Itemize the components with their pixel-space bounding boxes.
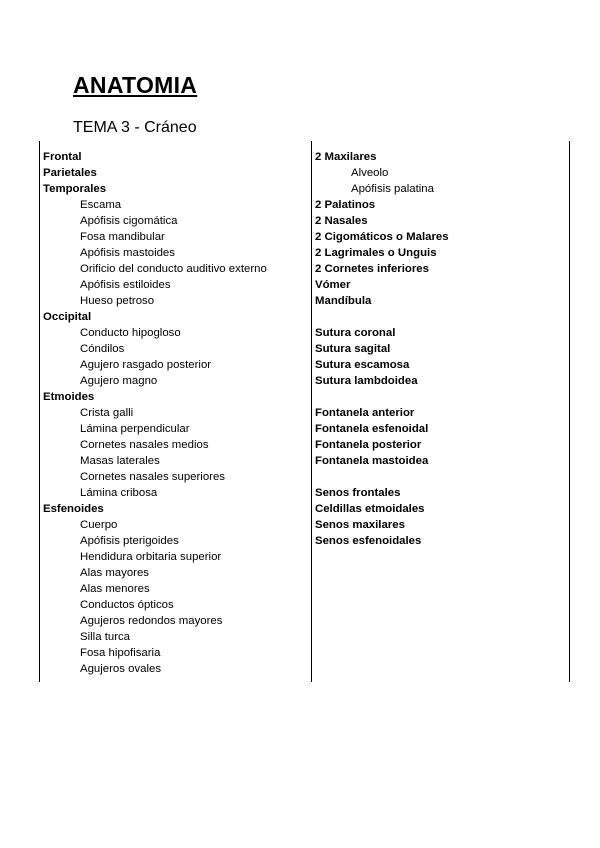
list-item: Sutura coronal bbox=[315, 327, 396, 339]
list-item: Fontanela esfenoidal bbox=[315, 423, 429, 435]
list-subitem: Conducto hipogloso bbox=[80, 327, 181, 339]
list-item: 2 Maxilares bbox=[315, 151, 377, 163]
list-item: 2 Cornetes inferiores bbox=[315, 263, 429, 275]
content-table bbox=[39, 141, 570, 682]
list-subitem: Agujero rasgado posterior bbox=[80, 359, 212, 371]
list-item: Sutura lambdoidea bbox=[315, 375, 418, 387]
list-item: Fontanela posterior bbox=[315, 439, 422, 451]
left-column-list bbox=[43, 149, 309, 677]
list-item: Vómer bbox=[315, 279, 351, 291]
list-item: Temporales bbox=[43, 183, 107, 195]
list-subitem: Hendidura orbitaria superior bbox=[80, 551, 222, 563]
list-item bbox=[315, 469, 567, 485]
list-item: Parietales bbox=[43, 167, 97, 179]
list-subitem: Lámina perpendicular bbox=[80, 423, 190, 435]
list-subitem: Cuerpo bbox=[80, 519, 118, 531]
table-right-border bbox=[569, 141, 570, 682]
list-subitem: Apófisis palatina bbox=[351, 183, 434, 195]
list-item: Mandíbula bbox=[315, 295, 372, 307]
list-item: Sutura escamosa bbox=[315, 359, 410, 371]
list-subitem: Hueso petroso bbox=[80, 295, 155, 307]
list-subitem: Crista galli bbox=[80, 407, 134, 419]
list-item bbox=[315, 389, 567, 405]
list-item: 2 Lagrimales o Unguis bbox=[315, 247, 437, 259]
list-subitem: Agujeros redondos mayores bbox=[80, 615, 223, 627]
list-subitem: Masas laterales bbox=[80, 455, 160, 467]
list-item: 2 Cigomáticos o Malares bbox=[315, 231, 449, 243]
list-item: Esfenoides bbox=[43, 503, 104, 515]
list-subitem: Apófisis estiloides bbox=[80, 279, 171, 291]
table-left-border bbox=[39, 141, 40, 682]
list-item: Etmoides bbox=[43, 391, 95, 403]
document-subtitle: TEMA 3 - Cráneo bbox=[73, 119, 197, 136]
list-subitem: Lámina cribosa bbox=[80, 487, 158, 499]
list-subitem: Fosa hipofisaria bbox=[80, 647, 161, 659]
list-subitem: Apófisis mastoides bbox=[80, 247, 175, 259]
list-item: 2 Nasales bbox=[315, 215, 368, 227]
list-item: Sutura sagital bbox=[315, 343, 391, 355]
document-title: ANATOMIA bbox=[73, 72, 198, 98]
list-item: Frontal bbox=[43, 151, 82, 163]
list-subitem: Orificio del conducto auditivo externo bbox=[80, 263, 267, 275]
list-subitem: Fosa mandibular bbox=[80, 231, 165, 243]
list-subitem: Cornetes nasales superiores bbox=[80, 471, 225, 483]
list-subitem: Escama bbox=[80, 199, 122, 211]
list-subitem: Silla turca bbox=[80, 631, 131, 643]
list-subitem: Alas mayores bbox=[80, 567, 150, 579]
list-subitem: Apófisis cigomática bbox=[80, 215, 178, 227]
list-item: Senos maxilares bbox=[315, 519, 405, 531]
list-subitem: Alveolo bbox=[351, 167, 389, 179]
list-subitem: Cornetes nasales medios bbox=[80, 439, 209, 451]
list-item bbox=[315, 309, 567, 325]
list-item: Senos esfenoidales bbox=[315, 535, 422, 547]
list-item: Senos frontales bbox=[315, 487, 401, 499]
list-item: Fontanela anterior bbox=[315, 407, 415, 419]
list-subitem: Agujeros ovales bbox=[80, 663, 162, 675]
list-item: Occipital bbox=[43, 311, 92, 323]
list-subitem: Cóndilos bbox=[80, 343, 125, 355]
list-item: Celdillas etmoidales bbox=[315, 503, 425, 515]
list-subitem: Apófisis pterigoides bbox=[80, 535, 179, 547]
list-item: Fontanela mastoidea bbox=[315, 455, 429, 467]
list-subitem: Conductos ópticos bbox=[80, 599, 174, 611]
list-item: 2 Palatinos bbox=[315, 199, 376, 211]
list-subitem: Agujero magno bbox=[80, 375, 158, 387]
table-column-divider bbox=[311, 141, 312, 682]
right-column-list bbox=[315, 149, 567, 549]
list-subitem: Alas menores bbox=[80, 583, 150, 595]
